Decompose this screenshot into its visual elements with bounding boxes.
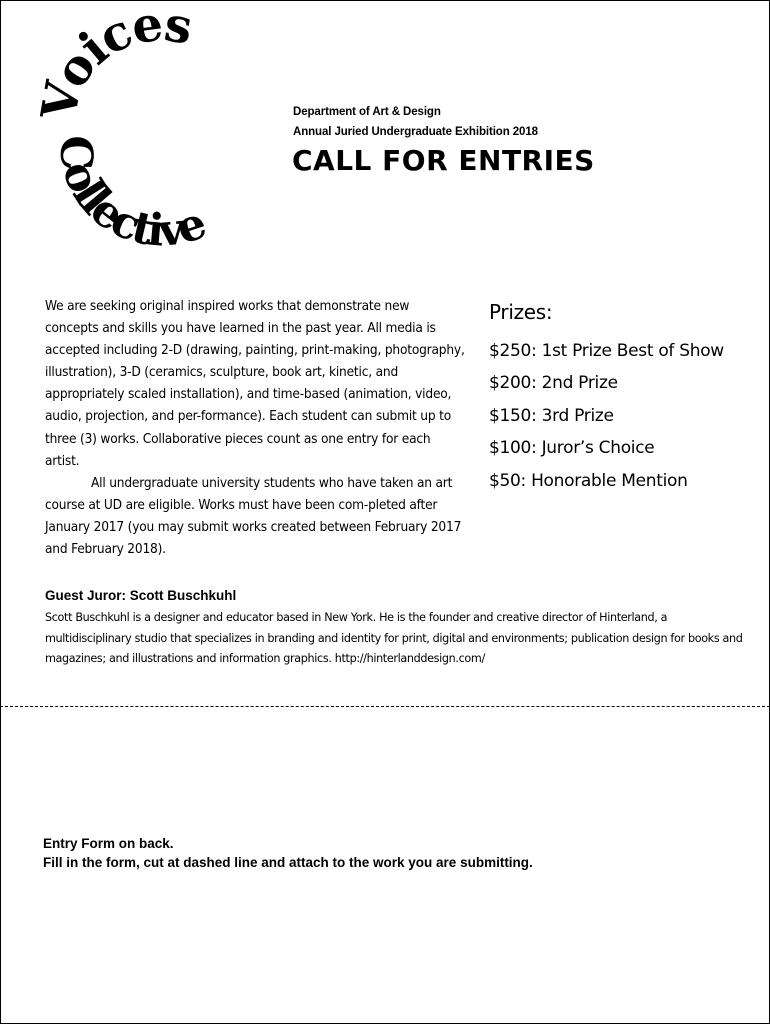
entry-line-1: Entry Form on back. (43, 836, 174, 851)
logo-word-collective: Collective (49, 134, 210, 257)
prize-item: $250: 1st Prize Best of Show (489, 341, 724, 361)
intro-paragraph-2: All undergraduate university students who have taken an art course at UD are eligible. Works must have been com-pleted after January 2017 (you may submit works created between February 2017 and February 2018). (45, 474, 462, 558)
page-title: CALL FOR ENTRIES (292, 144, 595, 177)
prize-item: $100: Juror’s Choice (489, 438, 655, 459)
prize-item: $150: 3rd Prize (489, 405, 614, 426)
entry-line-2: Fill in the form, cut at dashed line and attach to the work you are submitting. (43, 855, 533, 870)
exhibition-name: Annual Juried Undergraduate Exhibition 2018 (293, 126, 538, 138)
guest-juror-title: Guest Juror: Scott Buschkuhl (45, 588, 237, 603)
voices-collective-logo (31, 0, 268, 257)
svg-text:Voices (31, 0, 195, 125)
prize-item: $200: 2nd Prize (489, 373, 618, 394)
department-name: Department of Art & Design (293, 106, 441, 118)
logo-word-voices: Voices (31, 0, 195, 124)
intro-text (45, 295, 465, 560)
prizes-section (489, 300, 759, 497)
cut-line (0, 706, 770, 707)
prize-item: $50: Honorable Mention (489, 470, 688, 491)
intro-paragraph-1: We are seeking original inspired works that demonstrate new concepts and skills you have learned in the past year. All media is accepted including 2-D (drawing, painting, print-making, photography, illustration), 3-D (ceramics, sculpture, book art, kinetic, and appropriately scaled installation), and time-based (animation, video, audio, projection, and per-formance). Each student can submit up to three (3) works. Collaborative pieces count as one entry for each artist. (45, 298, 465, 469)
guest-juror-bio: Scott Buschkuhl is a designer and educator based in New York. He is the founder and creative director of Hinterland, a multidisciplinary studio that specializes in branding and identity for print, digital and environments; publication design for books and magazines; and illustrations and information graphics. http://hinterlanddesign.com/ (45, 611, 743, 665)
prizes-title: Prizes: (489, 300, 553, 324)
svg-text:Collective (50, 135, 211, 257)
entry-instructions (43, 834, 533, 872)
